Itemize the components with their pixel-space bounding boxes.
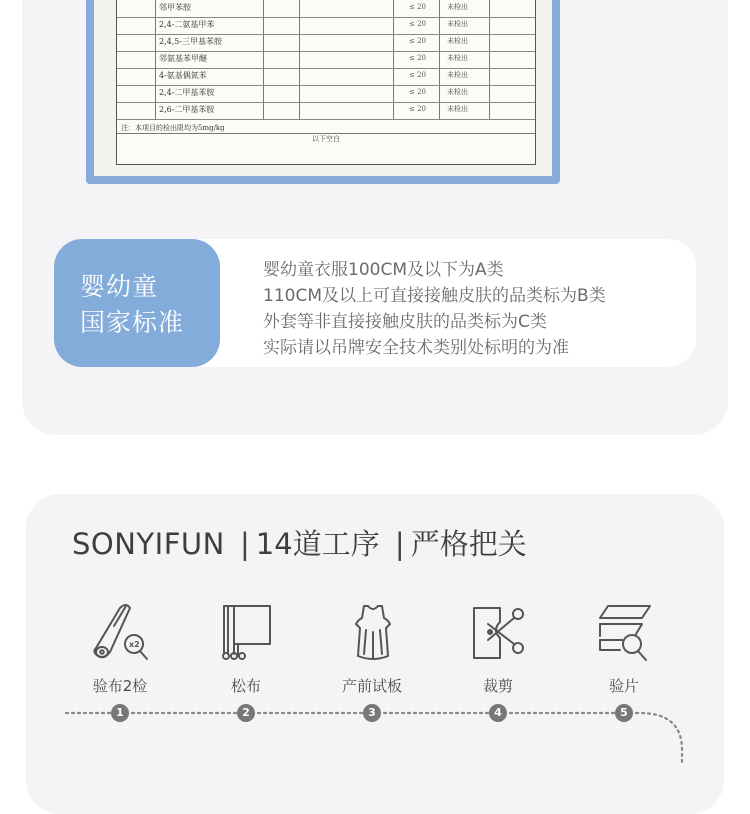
standard-badge <box>54 239 220 367</box>
slogan: 严格把关 <box>410 527 527 561</box>
steps-count-title: 14道工序 <box>255 527 380 561</box>
standard-badge-line2: 国家标准 <box>80 308 185 337</box>
step-label: 裁剪 <box>482 677 513 695</box>
report-row <box>117 17 535 35</box>
report-substance: 邻甲苯胺 <box>159 3 191 12</box>
step-label: 验布2检 <box>92 677 148 695</box>
report-limit: ≤ 20 <box>409 37 426 45</box>
fabric-roll-inspect-icon <box>88 600 154 666</box>
step-label: 验片 <box>608 677 639 695</box>
headline-separator: | <box>240 527 250 561</box>
step-number-badge: 5 <box>615 704 633 722</box>
report-substance: 2,4,5-三甲基苯胺 <box>159 37 223 46</box>
standard-line: 外套等非直接接触皮肤的品类标为C类 <box>263 312 547 332</box>
report-result: 未检出 <box>447 88 468 96</box>
standard-line: 110CM及以上可直接接触皮肤的品类标为B类 <box>263 286 606 306</box>
x2-badge: x2 <box>129 640 140 649</box>
report-table <box>116 0 536 165</box>
report-limit: ≤ 20 <box>409 105 426 113</box>
process-dotted-track <box>0 690 750 765</box>
test-report-image <box>86 0 560 184</box>
step-number-badge: 3 <box>363 704 381 722</box>
scissors-cut-icon <box>466 600 532 666</box>
report-substance: 邻氨基苯甲醚 <box>159 54 207 63</box>
report-row <box>117 102 535 120</box>
standard-badge-line1: 婴幼童 <box>80 272 159 301</box>
brand-name: SONYIFUN <box>72 527 225 561</box>
process-headline <box>72 522 527 563</box>
piece-inspect-icon <box>592 600 658 666</box>
step-number-badge: 1 <box>111 704 129 722</box>
report-row <box>117 51 535 69</box>
report-limit: ≤ 20 <box>409 3 426 11</box>
step-number-badge: 4 <box>489 704 507 722</box>
report-limit: ≤ 20 <box>409 54 426 62</box>
report-result: 未检出 <box>447 71 468 79</box>
report-limit: ≤ 20 <box>409 20 426 28</box>
report-paper <box>94 0 552 176</box>
report-substance: 2,4-二氨基甲苯 <box>159 20 215 29</box>
report-substance: 2,4-二甲基苯胺 <box>159 88 215 97</box>
step-label: 松布 <box>230 677 261 695</box>
report-result: 未检出 <box>447 37 468 45</box>
report-row <box>117 34 535 52</box>
standard-line: 实际请以吊牌安全技术类别处标明的为准 <box>263 338 569 358</box>
report-note: 注：本项目的检出限均为5mg/kg <box>121 124 225 132</box>
report-row <box>117 68 535 86</box>
headline-separator: | <box>394 527 405 561</box>
report-row <box>117 0 535 18</box>
report-limit: ≤ 20 <box>409 88 426 96</box>
fabric-relax-icon <box>214 600 280 666</box>
standard-line: 婴幼童衣服100CM及以下为A类 <box>263 260 504 280</box>
report-result: 未检出 <box>447 54 468 62</box>
report-substance: 2,6-二甲基苯胺 <box>159 105 215 114</box>
dress-sample-icon <box>340 600 406 666</box>
report-row <box>117 85 535 103</box>
report-limit: ≤ 20 <box>409 71 426 79</box>
report-result: 未检出 <box>447 20 468 28</box>
report-result: 未检出 <box>447 105 468 113</box>
step-label: 产前试板 <box>341 677 402 695</box>
report-substance: 4-氨基偶氮苯 <box>159 71 207 80</box>
step-number-badge: 2 <box>237 704 255 722</box>
report-result: 未检出 <box>447 3 468 11</box>
report-end-mark: 以下空白 <box>312 135 340 143</box>
